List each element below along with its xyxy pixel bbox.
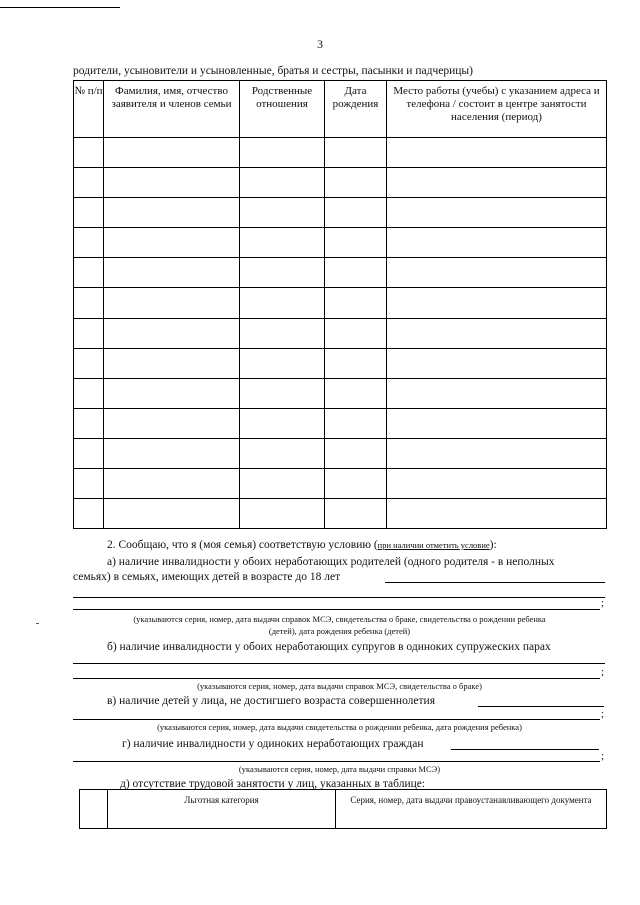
condition-a-blank-2 <box>73 609 600 610</box>
family-table-cell[interactable] <box>240 469 325 499</box>
family-table-row <box>74 228 607 258</box>
family-table-cell[interactable] <box>325 138 387 168</box>
family-members-table <box>73 80 607 529</box>
family-table-cell[interactable] <box>104 438 240 468</box>
family-table-cell[interactable] <box>104 469 240 499</box>
section2-intro-text: 2. Сообщаю, что я (моя семья) соответствую условию ( <box>107 539 378 551</box>
family-table-cell[interactable] <box>104 318 240 348</box>
family-table-row <box>74 288 607 318</box>
section2-intro-end: ): <box>489 539 497 551</box>
family-table-cell[interactable] <box>240 168 325 198</box>
family-table-cell[interactable] <box>104 499 240 529</box>
condition-g-fill-line <box>451 749 599 750</box>
condition-g-blank <box>73 761 600 762</box>
condition-a-note2: (детей), дата рождения ребенка (детей) <box>268 626 411 636</box>
top-margin-line <box>0 7 120 8</box>
header-full-name: Фамилия, имя, отчество заявителя и членов семьи <box>104 81 240 138</box>
family-table-cell[interactable] <box>387 198 607 228</box>
intro-text: родители, усыновители и усыновленные, братья и сестры, пасынки и падчерицы) <box>73 65 473 77</box>
family-table-cell[interactable] <box>240 288 325 318</box>
family-table-cell[interactable] <box>104 168 240 198</box>
family-table-cell[interactable] <box>325 408 387 438</box>
family-table-cell[interactable] <box>325 438 387 468</box>
condition-g-note: (указываются серия, номер, дата выдачи справки МСЭ) <box>238 764 441 774</box>
family-table-cell[interactable] <box>325 318 387 348</box>
condition-g-line: г) наличие инвалидности у одиноких неработающих граждан <box>122 738 424 750</box>
family-table-cell[interactable] <box>240 378 325 408</box>
family-table-cell[interactable] <box>387 288 607 318</box>
condition-d-line: д) отсутствие трудовой занятости у лиц, указанных в таблице: <box>120 778 426 790</box>
family-table-cell[interactable] <box>387 228 607 258</box>
family-table-row <box>74 318 607 348</box>
family-table-cell[interactable] <box>325 378 387 408</box>
family-table-row <box>74 469 607 499</box>
family-table-cell[interactable] <box>74 438 104 468</box>
family-table-cell[interactable] <box>74 499 104 529</box>
condition-a-line1: а) наличие инвалидности у обоих неработающих родителей (одного родителя - в неполных <box>107 556 555 568</box>
condition-a-note1: (указываются серия, номер, дата выдачи справок МСЭ, свидетельства о браке, свидетельства о рождении ребенка <box>133 614 546 624</box>
family-table-cell[interactable] <box>240 228 325 258</box>
family-table-cell[interactable] <box>104 288 240 318</box>
family-table-cell[interactable] <box>387 438 607 468</box>
family-table-body <box>74 138 607 529</box>
condition-g-semicolon: ; <box>601 750 605 762</box>
family-table-row <box>74 168 607 198</box>
family-table-cell[interactable] <box>74 318 104 348</box>
family-table-cell[interactable] <box>240 499 325 529</box>
family-table-row <box>74 138 607 168</box>
family-table-cell[interactable] <box>104 198 240 228</box>
family-table-cell[interactable] <box>387 138 607 168</box>
family-table-cell[interactable] <box>325 198 387 228</box>
family-table-cell[interactable] <box>325 348 387 378</box>
family-table-cell[interactable] <box>240 258 325 288</box>
family-table-cell[interactable] <box>74 288 104 318</box>
condition-b-semicolon: ; <box>601 666 605 678</box>
family-table-cell[interactable] <box>74 198 104 228</box>
family-table-cell[interactable] <box>74 469 104 499</box>
benefit-header-category: Льготная категория <box>108 790 336 829</box>
family-table-cell[interactable] <box>325 499 387 529</box>
condition-a-line2: семьях) в семьях, имеющих детей в возрасте до 18 лет <box>73 571 341 583</box>
family-table-cell[interactable] <box>387 168 607 198</box>
family-table-cell[interactable] <box>74 408 104 438</box>
family-table-cell[interactable] <box>325 288 387 318</box>
family-table-cell[interactable] <box>387 378 607 408</box>
condition-v-blank <box>73 719 600 720</box>
family-table-cell[interactable] <box>387 318 607 348</box>
condition-v-semicolon: ; <box>601 708 605 720</box>
header-birth-date: Дата рождения <box>325 81 387 138</box>
family-table-cell[interactable] <box>74 378 104 408</box>
family-table-cell[interactable] <box>104 408 240 438</box>
family-table-cell[interactable] <box>387 469 607 499</box>
family-table-cell[interactable] <box>104 228 240 258</box>
family-table-cell[interactable] <box>387 258 607 288</box>
condition-b-note: (указываются серия, номер, дата выдачи справок МСЭ, свидетельства о браке) <box>197 681 482 691</box>
family-table-header-row <box>74 81 607 138</box>
header-relation: Родственные отношения <box>240 81 325 138</box>
page-number: 3 <box>317 37 323 51</box>
condition-b-blank-1 <box>73 663 605 664</box>
family-table-cell[interactable] <box>325 258 387 288</box>
family-table-cell[interactable] <box>104 348 240 378</box>
family-table-row <box>74 378 607 408</box>
family-table-cell[interactable] <box>240 438 325 468</box>
condition-b-line: б) наличие инвалидности у обоих неработающих супругов в одиноких супружеских парах <box>107 641 551 653</box>
family-table-cell[interactable] <box>240 138 325 168</box>
condition-a-semicolon: ; <box>601 597 605 609</box>
margin-tick <box>36 623 39 624</box>
family-table-cell[interactable] <box>104 138 240 168</box>
family-table-cell[interactable] <box>104 378 240 408</box>
condition-v-fill-line <box>478 706 604 707</box>
condition-a-fill-line <box>385 582 605 583</box>
family-table-cell[interactable] <box>74 228 104 258</box>
family-table-row <box>74 258 607 288</box>
family-table-cell[interactable] <box>325 469 387 499</box>
section2-intro <box>107 538 497 552</box>
family-table-row <box>74 408 607 438</box>
family-table-cell[interactable] <box>74 168 104 198</box>
family-table-cell[interactable] <box>74 348 104 378</box>
family-table-cell[interactable] <box>240 198 325 228</box>
benefit-table-header-row <box>80 790 607 829</box>
family-table-cell[interactable] <box>325 228 387 258</box>
family-table-row <box>74 499 607 529</box>
benefit-header-document: Серия, номер, дата выдачи правоустанавливающего документа <box>336 790 607 829</box>
condition-v-note: (указываются серия, номер, дата выдачи свидетельства о рождении ребенка, дата рождения ребенка) <box>157 722 522 732</box>
family-table-cell[interactable] <box>74 138 104 168</box>
family-table-cell[interactable] <box>387 348 607 378</box>
family-table-row <box>74 348 607 378</box>
header-workplace: Место работы (учебы) с указанием адреса и телефона / состоит в центре занятости населения (период) <box>387 81 607 138</box>
family-table-cell[interactable] <box>104 258 240 288</box>
family-table-row <box>74 438 607 468</box>
condition-v-line: в) наличие детей у лица, не достигшего возраста совершеннолетия <box>107 695 435 707</box>
family-table-cell[interactable] <box>387 408 607 438</box>
family-table-cell[interactable] <box>240 318 325 348</box>
benefit-category-table <box>79 789 607 829</box>
benefit-header-blank <box>80 790 108 829</box>
section2-intro-note: при наличии отметить условие <box>377 540 490 550</box>
family-table-row <box>74 198 607 228</box>
family-table-cell[interactable] <box>240 348 325 378</box>
condition-a-blank-1 <box>73 597 605 598</box>
family-table-cell[interactable] <box>325 168 387 198</box>
family-table-cell[interactable] <box>240 408 325 438</box>
family-table-cell[interactable] <box>387 499 607 529</box>
condition-b-blank-2 <box>73 678 600 679</box>
family-table-cell[interactable] <box>74 258 104 288</box>
header-number: № п/п <box>74 81 104 138</box>
